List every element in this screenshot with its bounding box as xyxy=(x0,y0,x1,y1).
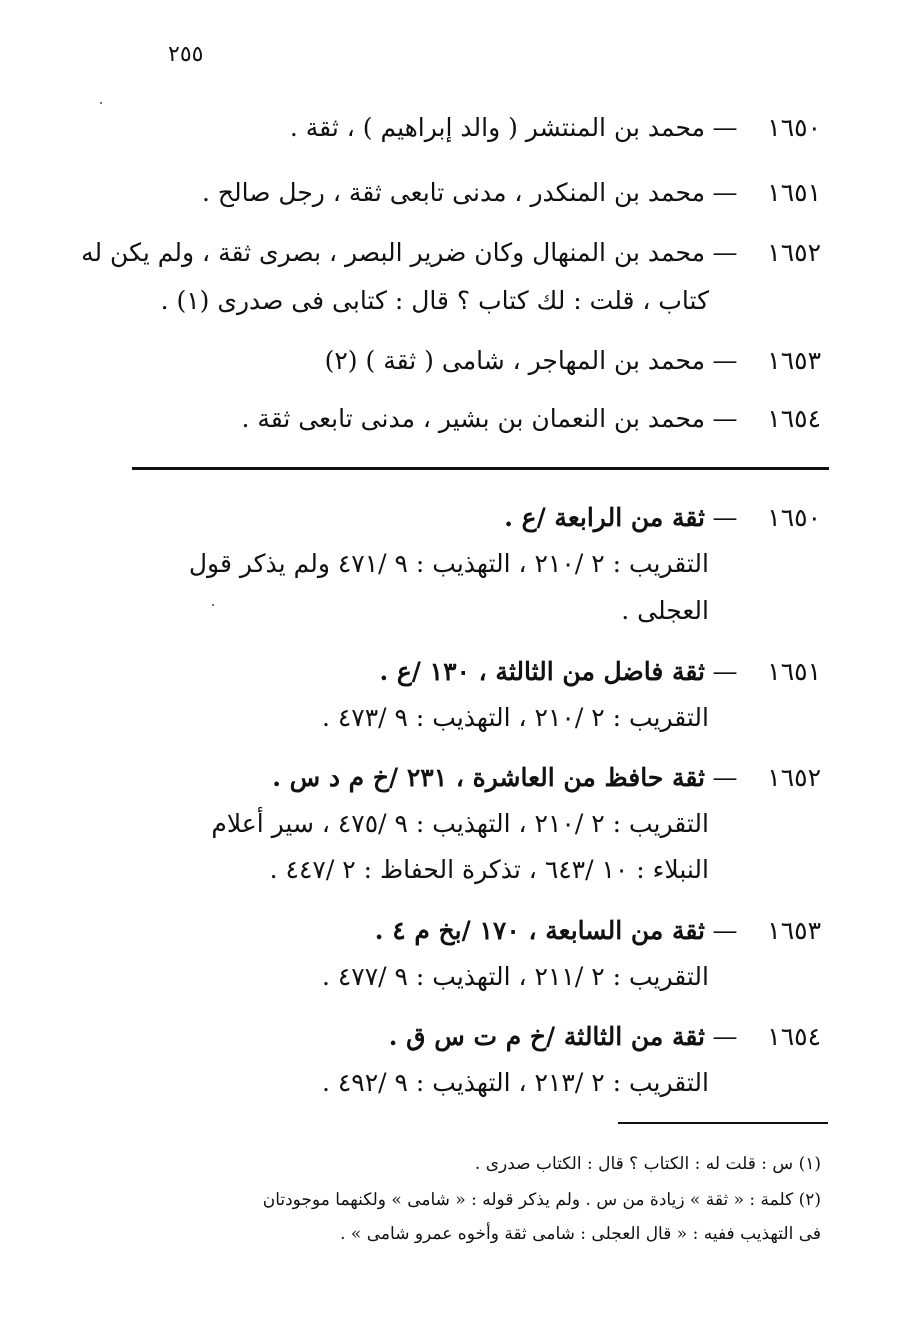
entry-dash: — xyxy=(712,346,738,375)
section-divider xyxy=(132,467,829,470)
note-entry xyxy=(375,907,821,955)
note-entry xyxy=(272,754,821,802)
entry-text: محمد بن المنهال وكان ضرير البصر ، بصرى ثقة ، ولم يكن له xyxy=(81,238,705,267)
note-number: ١٦٥١ xyxy=(767,657,821,686)
note-number: ١٦٥٠ xyxy=(767,503,821,532)
entry-text: محمد بن المنتشر ( والد إبراهيم ) ، ثقة . xyxy=(289,113,705,142)
entry-continuation: كتاب ، قلت : لك كتاب ؟ قال : كتابى فى صدرى (١) . xyxy=(160,286,709,315)
footnote-divider xyxy=(618,1122,828,1124)
main-entry xyxy=(81,229,821,277)
footnote: (١) س : قلت له : الكتاب ؟ قال : الكتاب صدرى . xyxy=(474,1154,821,1174)
note-grade: ثقة فاضل من الثالثة ، ١٣٠ /ع . xyxy=(379,657,705,686)
entry-dash: — xyxy=(712,113,738,142)
entry-number: ١٦٥١ xyxy=(767,178,821,207)
note-line: التقريب : ٢ /٢١٠ ، التهذيب : ٩ /٤٧١ ولم يذكر قول xyxy=(188,549,709,578)
note-grade: ثقة من الرابعة /ع . xyxy=(504,503,705,532)
note-grade: ثقة حافظ من العاشرة ، ٢٣١ /خ م د س . xyxy=(272,763,705,792)
note-entry xyxy=(504,494,821,542)
note-line: التقريب : ٢ /٢١١ ، التهذيب : ٩ /٤٧٧ . xyxy=(321,962,709,991)
note-dash: — xyxy=(712,763,738,792)
footnote: (٢) كلمة : « ثقة » زيادة من س . ولم يذكر قوله : « شامى » ولكنهما موجودتان xyxy=(262,1190,821,1210)
main-entry xyxy=(290,104,821,152)
margin-speck xyxy=(100,102,102,104)
main-entry xyxy=(202,169,821,217)
note-line: التقريب : ٢ /٢١٠ ، التهذيب : ٩ /٤٧٣ . xyxy=(321,703,709,732)
note-dash: — xyxy=(712,503,738,532)
note-number: ١٦٥٢ xyxy=(767,763,821,792)
entry-number: ١٦٥٠ xyxy=(767,113,821,142)
entry-dash: — xyxy=(712,178,738,207)
entry-number: ١٦٥٣ xyxy=(767,346,821,375)
entry-dash: — xyxy=(712,238,738,267)
main-entry xyxy=(241,395,821,443)
note-grade: ثقة من السابعة ، ١٧٠ /بخ م ٤ . xyxy=(374,916,705,945)
entry-number: ١٦٥٤ xyxy=(767,404,821,433)
note-line: النبلاء : ١٠ /٦٤٣ ، تذكرة الحفاظ : ٢ /٤٤٧ . xyxy=(269,855,709,884)
note-line: العجلى . xyxy=(621,596,709,625)
margin-speck xyxy=(212,604,214,606)
entry-number: ١٦٥٢ xyxy=(767,238,821,267)
entry-text: محمد بن المهاجر ، شامى ( ثقة ) (٢) xyxy=(324,346,705,375)
note-dash: — xyxy=(712,916,738,945)
note-dash: — xyxy=(712,1022,738,1051)
note-line: التقريب : ٢ /٢١٠ ، التهذيب : ٩ /٤٧٥ ، سير أعلام xyxy=(211,809,709,838)
footnote-continuation: فى التهذيب ففيه : « قال العجلى : شامى ثقة وأخوه عمرو شامى » . xyxy=(340,1224,821,1244)
main-entry xyxy=(325,337,821,385)
entry-text: محمد بن المنكدر ، مدنى تابعى ثقة ، رجل صالح . xyxy=(201,178,705,207)
note-dash: — xyxy=(712,657,738,686)
entry-dash: — xyxy=(712,404,738,433)
note-line: التقريب : ٢ /٢١٣ ، التهذيب : ٩ /٤٩٢ . xyxy=(321,1068,709,1097)
note-grade: ثقة من الثالثة /خ م ت س ق . xyxy=(388,1022,705,1051)
note-number: ١٦٥٤ xyxy=(767,1022,821,1051)
note-number: ١٦٥٣ xyxy=(767,916,821,945)
note-entry xyxy=(389,1013,821,1061)
entry-text: محمد بن النعمان بن بشير ، مدنى تابعى ثقة . xyxy=(241,404,705,433)
note-entry xyxy=(379,648,821,696)
page-number: ٢٥٥ xyxy=(168,42,204,67)
